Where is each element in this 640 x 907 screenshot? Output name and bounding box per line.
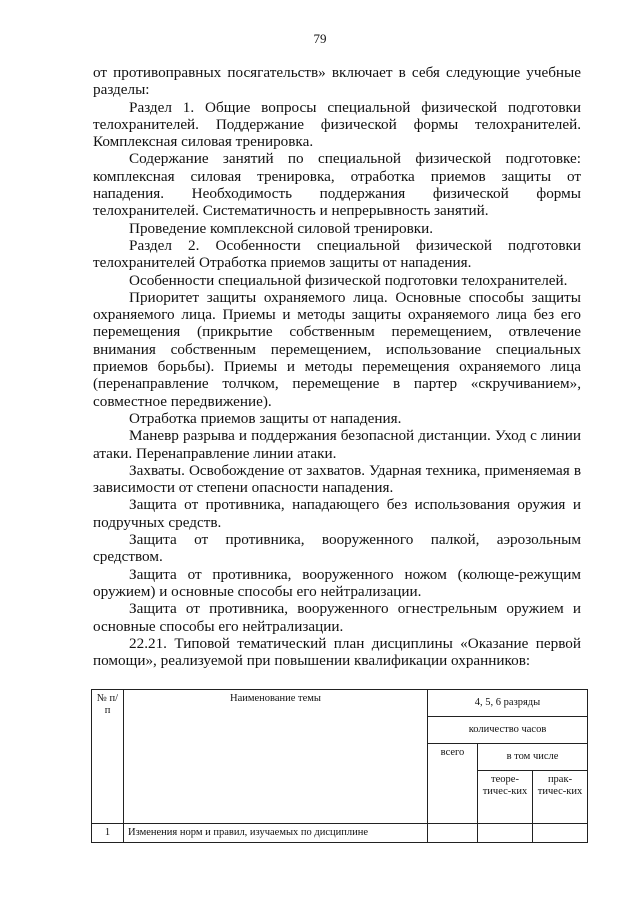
paragraph: Захваты. Освобождение от захватов. Ударная техника, применяемая в зависимости от степени опасности нападения.: [93, 461, 581, 497]
paragraph: Проведение комплексной силовой тренировки.: [129, 219, 434, 237]
header-theory: теоре-тичес-ких: [478, 771, 533, 824]
paragraph: Раздел 1. Общие вопросы специальной физической подготовки телохранителей. Поддержание физической формы телохранителей. Комплексная силовая тренировка.: [93, 98, 581, 151]
paragraph: Содержание занятий по специальной физической подготовке: комплексная силовая тренировка, отработка приемов защиты от нападения. Необходимость поддержания физической формы телохранителей. Систематичность и непрерывность занятий.: [93, 150, 581, 220]
header-practice: прак-тичес-ких: [533, 771, 588, 824]
header-grades: 4, 5, 6 разряды: [428, 690, 588, 717]
paragraph: Раздел 2. Особенности специальной физической подготовки телохранителей Отработка приемов защиты от нападения.: [93, 236, 581, 272]
paragraph: Маневр разрыва и поддержания безопасной дистанции. Уход с линии атаки. Перенаправление линии атаки.: [93, 427, 581, 462]
paragraph: Защита от противника, вооруженного огнестрельным оружием и основные способы его нейтрализации.: [93, 600, 581, 635]
row-practice: [533, 824, 588, 843]
paragraph: 22.21. Типовой тематический план дисциплины «Оказание первой помощи», реализуемой при повышении квалификации охранников:: [93, 634, 581, 670]
row-topic: Изменения норм и правил, изучаемых по дисциплине: [124, 824, 428, 843]
page-number: 79: [313, 31, 327, 46]
paragraph: Защита от противника, вооруженного ножом (колюще-режущим оружием) и основные способы его нейтрализации.: [93, 565, 581, 600]
paragraph: Защита от противника, нападающего без использования оружия и подручных средств.: [93, 496, 581, 531]
header-topic-name: Наименование темы: [124, 690, 428, 824]
table-header-row: [92, 690, 588, 717]
row-total: [428, 824, 478, 843]
paragraph: Особенности специальной физической подготовки телохранителей.: [129, 271, 568, 289]
header-total: всего: [428, 744, 478, 824]
row-number: 1: [92, 824, 124, 843]
header-including: в том числе: [478, 744, 588, 771]
table-row: [92, 824, 588, 843]
header-hours: количество часов: [428, 717, 588, 744]
paragraph: Приоритет защиты охраняемого лица. Основные способы защиты охраняемого лица. Приемы и методы защиты охраняемого лица без его перемещения (прикрытие собственным перемещением, отвлечение внимания собственным перемещением, использование специальных приемов борьбы). Приемы и методы перемещения охраняемого лица (перенаправление толчком, перемещение в партер «скручиванием», совместное передвижение).: [93, 288, 581, 410]
row-theory: [478, 824, 533, 843]
thematic-plan-table: [91, 689, 588, 843]
header-number: № п/п: [92, 690, 124, 824]
body-text: [93, 64, 581, 669]
paragraph: Отработка приемов защиты от нападения.: [129, 409, 402, 427]
paragraph: от противоправных посягательств» включает в себя следующие учебные разделы:: [93, 64, 581, 99]
paragraph: Защита от противника, вооруженного палкой, аэрозольным средством.: [93, 531, 581, 566]
